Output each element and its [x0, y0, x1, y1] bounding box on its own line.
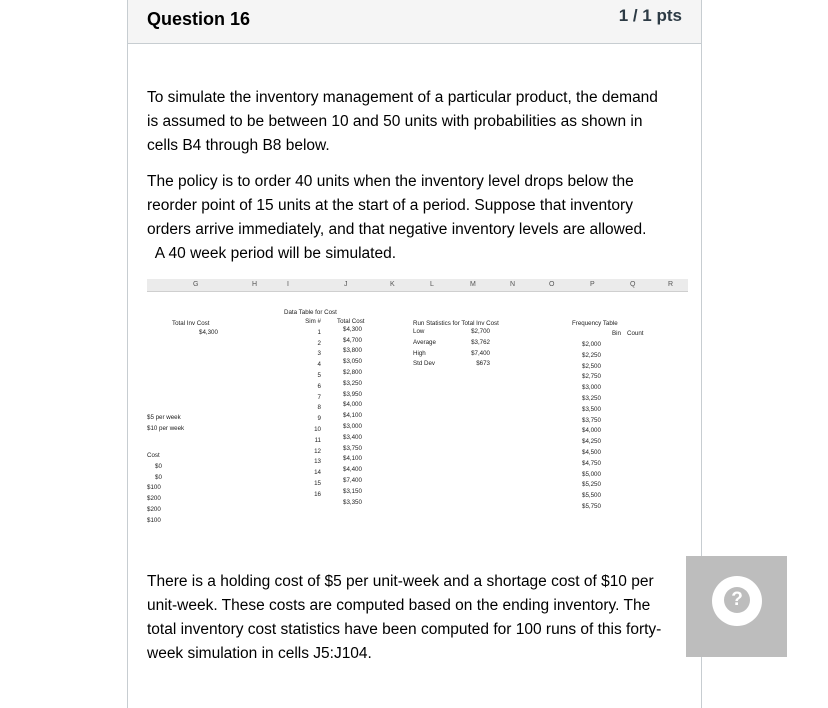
bin-cell: $3,750 — [582, 416, 601, 424]
total-cost-cell: $3,800 — [343, 347, 362, 355]
cost-cell: $200 — [147, 495, 161, 503]
stats-value-column — [452, 327, 490, 370]
text-line: There is a holding cost of $5 per unit-week and a shortage cost of $10 per — [147, 573, 654, 590]
total-cost-cell: $3,150 — [343, 487, 362, 495]
text-line: A 40 week period will be simulated. — [147, 245, 396, 262]
total-cost-cell: $3,350 — [343, 498, 362, 506]
text-line: unit-week. These costs are computed based on the ending inventory. The — [147, 597, 651, 614]
total-cost-cell: $4,700 — [343, 336, 362, 344]
stat-value: $673 — [476, 360, 490, 368]
cost-cell: $100 — [147, 516, 161, 524]
sim-cell: 14 — [314, 469, 321, 477]
total-cost-cell: $4,000 — [343, 401, 362, 409]
run-stats-title: Run Statistics for Total Inv Cost — [413, 320, 499, 327]
question-icon: ? — [724, 587, 750, 613]
bin-cell: $5,500 — [582, 492, 601, 500]
sim-cell: 12 — [314, 447, 321, 455]
total-inv-cost-label: Total Inv Cost — [172, 320, 210, 327]
bin-cell: $5,750 — [582, 502, 601, 510]
cost-header: Cost — [147, 452, 160, 459]
left-gutter — [0, 0, 127, 708]
bin-header: Bin — [612, 330, 621, 337]
text-line: orders arrive immediately, and that negative inventory levels are allowed. — [147, 221, 647, 238]
column-header: Q — [630, 281, 636, 288]
text-line: week simulation in cells J5:J104. — [147, 645, 372, 662]
bin-cell: $4,000 — [582, 427, 601, 435]
text-line: is assumed to be between 10 and 50 units with probabilities as shown in — [147, 113, 643, 130]
column-header: K — [390, 281, 395, 288]
column-header: R — [668, 281, 674, 288]
text-line: To simulate the inventory management of a particular product, the demand — [147, 89, 658, 106]
sim-cell: 4 — [317, 361, 321, 369]
total-cost-cell: $3,000 — [343, 422, 362, 430]
sim-cell: 16 — [314, 490, 321, 498]
sim-cell: 3 — [317, 350, 321, 358]
sim-cell: 2 — [317, 339, 321, 347]
total-cost-header: Total Cost — [337, 318, 365, 325]
total-cost-cell: $4,100 — [343, 455, 362, 463]
total-inv-cost-value: $4,300 — [199, 329, 218, 336]
bin-cell: $2,000 — [582, 341, 601, 348]
holding-cost-label: $5 per week — [147, 414, 181, 421]
column-header: O — [549, 281, 555, 288]
stat-value: $3,762 — [471, 338, 490, 346]
sim-cell: 9 — [317, 415, 321, 423]
sim-cell: 10 — [314, 425, 321, 433]
bin-cell: $4,500 — [582, 448, 601, 456]
bin-cell: $3,000 — [582, 384, 601, 392]
sim-cell: 13 — [314, 458, 321, 466]
sim-cell: 11 — [314, 436, 321, 444]
stat-label: Average — [413, 338, 436, 346]
text-line: The policy is to order 40 units when the inventory level drops below the — [147, 173, 634, 190]
stat-value: $2,700 — [471, 328, 490, 335]
sim-cell: 7 — [317, 393, 321, 401]
bin-cell: $5,000 — [582, 470, 601, 478]
column-header: N — [510, 281, 516, 288]
sim-cell: 15 — [314, 479, 321, 487]
bin-cell: $4,250 — [582, 438, 601, 446]
question-title: Question 16 — [147, 9, 251, 29]
column-header: I — [287, 281, 289, 288]
data-table-title: Data Table for Cost — [284, 309, 337, 316]
sim-cell: 6 — [317, 382, 321, 390]
total-cost-cell: $3,400 — [343, 433, 362, 441]
spreadsheet-image — [147, 279, 688, 539]
total-cost-cell: $7,400 — [343, 476, 362, 484]
stat-value: $7,400 — [471, 349, 490, 357]
question-points: 1 / 1 pts — [618, 6, 682, 25]
column-header: M — [470, 281, 476, 288]
total-cost-column — [337, 317, 365, 508]
bin-cell: $5,250 — [582, 481, 601, 489]
count-header: Count — [627, 330, 644, 337]
question-paragraph-3 — [147, 570, 687, 666]
column-header: H — [252, 281, 258, 288]
cost-cell: $200 — [147, 505, 161, 513]
stat-label: High — [413, 349, 426, 357]
help-circle — [712, 576, 762, 626]
total-cost-cell: $4,300 — [343, 325, 362, 333]
bin-cell: $2,500 — [582, 362, 601, 370]
question-header — [128, 0, 701, 44]
total-cost-cell: $3,050 — [343, 358, 362, 366]
question-paragraph-2 — [147, 170, 687, 266]
bin-cell: $2,250 — [582, 351, 601, 359]
cost-cell: $0 — [155, 462, 162, 470]
column-header-row — [147, 279, 688, 292]
column-header: L — [430, 281, 434, 288]
cost-cell: $0 — [155, 473, 162, 481]
bin-cell: $4,750 — [582, 459, 601, 467]
text-line: cells B4 through B8 below. — [147, 137, 330, 154]
sim-header: Sim # — [305, 318, 321, 325]
text-line: total inventory cost statistics have been computed for 100 runs of this forty- — [147, 621, 662, 638]
total-cost-cell: $3,250 — [343, 379, 362, 387]
column-header: G — [193, 281, 199, 288]
cost-cell: $100 — [147, 484, 161, 492]
total-cost-cell: $3,950 — [343, 390, 362, 398]
question-card — [127, 0, 702, 708]
column-header: P — [590, 281, 595, 288]
stat-label: Std Dev — [413, 360, 436, 368]
total-cost-cell: $2,800 — [343, 368, 362, 376]
bin-cell: $3,500 — [582, 405, 601, 413]
freq-table-title: Frequency Table — [572, 320, 618, 327]
total-cost-cell: $4,400 — [343, 466, 362, 474]
bin-cell: $2,750 — [582, 373, 601, 381]
sim-cell: 1 — [317, 328, 321, 336]
stats-label-column — [413, 327, 436, 370]
total-cost-cell: $3,750 — [343, 444, 362, 452]
text-line: reorder point of 15 units at the start of a period. Suppose that inventory — [147, 197, 633, 214]
total-cost-cell: $4,100 — [343, 412, 362, 420]
sim-number-column — [297, 317, 321, 501]
sim-cell: 5 — [317, 371, 321, 379]
bin-column — [582, 340, 601, 513]
question-paragraph-1 — [147, 86, 687, 158]
cost-column — [147, 451, 162, 527]
help-button[interactable] — [686, 556, 787, 657]
shortage-cost-label: $10 per week — [147, 425, 185, 432]
bin-cell: $3,250 — [582, 394, 601, 402]
column-header: J — [344, 281, 348, 288]
sim-cell: 8 — [317, 404, 321, 412]
stat-label: Low — [413, 328, 425, 335]
